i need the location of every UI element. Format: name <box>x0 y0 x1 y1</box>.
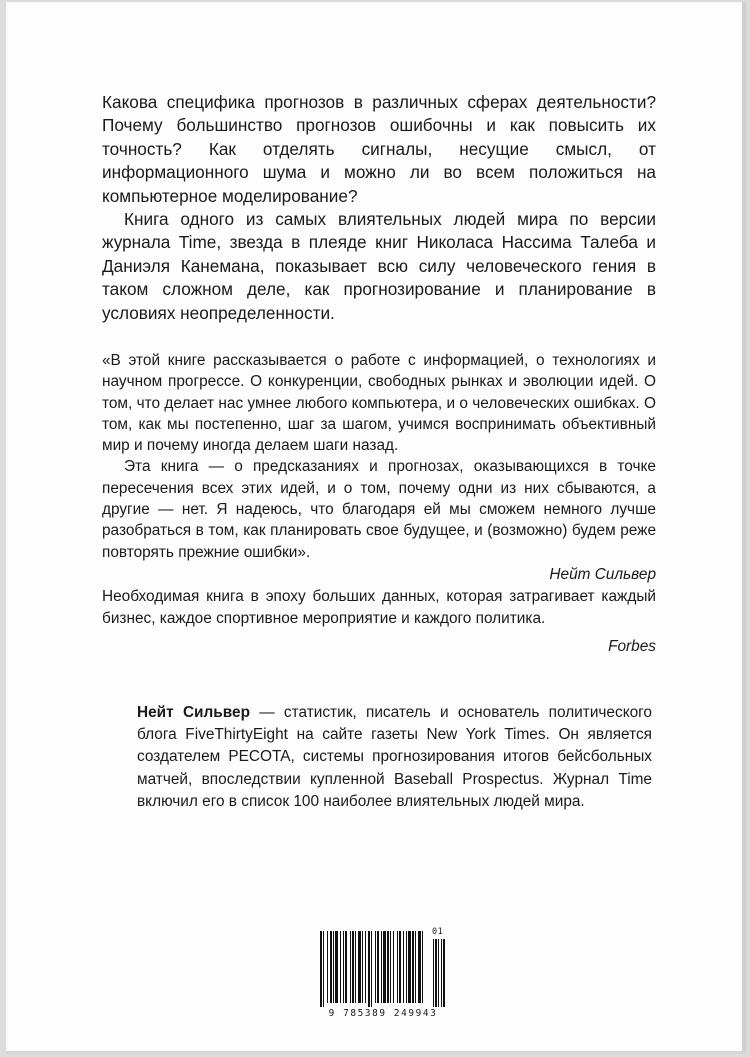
barcode-bar <box>371 931 372 1007</box>
barcode-bar <box>390 931 391 1003</box>
barcode-bar <box>381 931 382 1003</box>
barcode-bar <box>340 931 341 1003</box>
barcode-bar <box>352 931 354 1003</box>
barcode-bar <box>330 931 332 1003</box>
barcode-bar <box>320 931 322 1007</box>
barcode-bar <box>365 931 366 1003</box>
barcode-bar <box>383 931 386 1003</box>
barcode-bar <box>399 931 401 1003</box>
back-cover-page <box>6 2 746 1054</box>
barcode-bar <box>368 931 370 1007</box>
intro-section <box>102 91 656 325</box>
author-bio-text: — статистик, писатель и основатель политического блога FiveThirtyEight на сайте газеты New York Times. Он является создателем PECOTA, системы прогнозирования итогов бейсбольных матчей, впоследствии купленной Baseball Prospectus. Журнал Time включил его в список 100 наиболее влиятельных людей мира. <box>137 704 652 810</box>
barcode-bar <box>362 931 363 1003</box>
barcode-bar <box>375 931 376 1003</box>
barcode-bar <box>406 931 407 1003</box>
barcode-bar <box>418 931 421 1003</box>
barcode-bar <box>412 931 414 1003</box>
author-quote <box>102 350 656 585</box>
barcode-bar <box>415 931 416 1003</box>
author-bio <box>137 702 652 813</box>
page-edge-bottom <box>6 1051 746 1054</box>
barcode-bar <box>422 931 423 1003</box>
barcode-bar <box>343 931 344 1003</box>
barcode-addon-number: 01 <box>432 927 444 937</box>
isbn-barcode <box>316 927 446 1021</box>
barcode-addon-bar <box>435 939 437 1007</box>
barcode-bar <box>345 931 347 1003</box>
author-name: Нейт Сильвер <box>137 704 250 721</box>
barcode-addon-bar <box>441 939 442 1007</box>
barcode-addon-bar <box>438 939 439 1007</box>
quote-paragraph-2: Эта книга — о предсказаниях и прогнозах, оказывающихся в точке пересечения всех этих идей, и о том, почему одни из них сбываются, а другие — нет. Я надеюсь, что благодаря ей мы сможем немного лучше разобраться в том, как планировать свое будущее, и (возможно) будем реже повторять прежние ошибки». <box>102 458 656 561</box>
barcode-bar <box>355 931 356 1003</box>
forbes-attribution: Forbes <box>608 638 656 655</box>
forbes-review-text: Необходимая книга в эпоху больших данных, которая затрагивает каждый бизнес, каждое спортивное мероприятие и каждого политика. <box>102 588 656 627</box>
barcode-bar <box>377 931 379 1003</box>
author-bio-paragraph <box>137 702 652 813</box>
intro-paragraph-1: Какова специфика прогнозов в различных сферах деятельности? Почему большинство прогнозов ошибочны и как повысить их точность? Как отделять сигналы, несущие смысл, от информационного шума и можно ли во всем положиться на компьютерное моделирование? <box>102 92 656 206</box>
forbes-review <box>102 586 656 657</box>
barcode-addon-bar <box>443 939 445 1007</box>
barcode-bars <box>316 927 446 1009</box>
barcode-bar <box>327 931 328 1003</box>
barcode-bar <box>335 931 338 1003</box>
barcode-number: 9 785389 249943 <box>328 1008 438 1019</box>
barcode-bar <box>333 931 334 1003</box>
barcode-bar <box>408 931 411 1003</box>
intro-paragraph-2: Книга одного из самых влиятельных людей мира по версии журнала Time, звезда в плеяде книг Николаса Нассима Талеба и Даниэля Канемана, показывает всю силу человеческого гения в таком сложном деле, как прогнозирование и планирование в условиях неопределенности. <box>102 209 656 323</box>
barcode-addon-bar <box>433 939 434 1007</box>
barcode-bar <box>358 931 361 1003</box>
barcode-bar <box>393 931 394 1003</box>
barcode-bar <box>387 931 389 1003</box>
page-edge-right <box>742 2 746 1054</box>
quote-paragraph-1: «В этой книге рассказывается о работе с информацией, о технологиях и научном прогрессе. О конкуренции, свободных рынках и эволюции идей. О том, что делает нас умнее любого компьютера, и о человеческих ошибках. О том, как мы постепенно, шаг за шагом, учимся воспринимать объективный мир и почему иногда делаем шаги назад. <box>102 352 656 455</box>
barcode-bar <box>397 931 398 1003</box>
barcode-bar <box>323 931 324 1007</box>
barcode-bar <box>350 931 351 1003</box>
quote-attribution: Нейт Сильвер <box>549 565 656 583</box>
barcode-bar <box>403 931 404 1003</box>
